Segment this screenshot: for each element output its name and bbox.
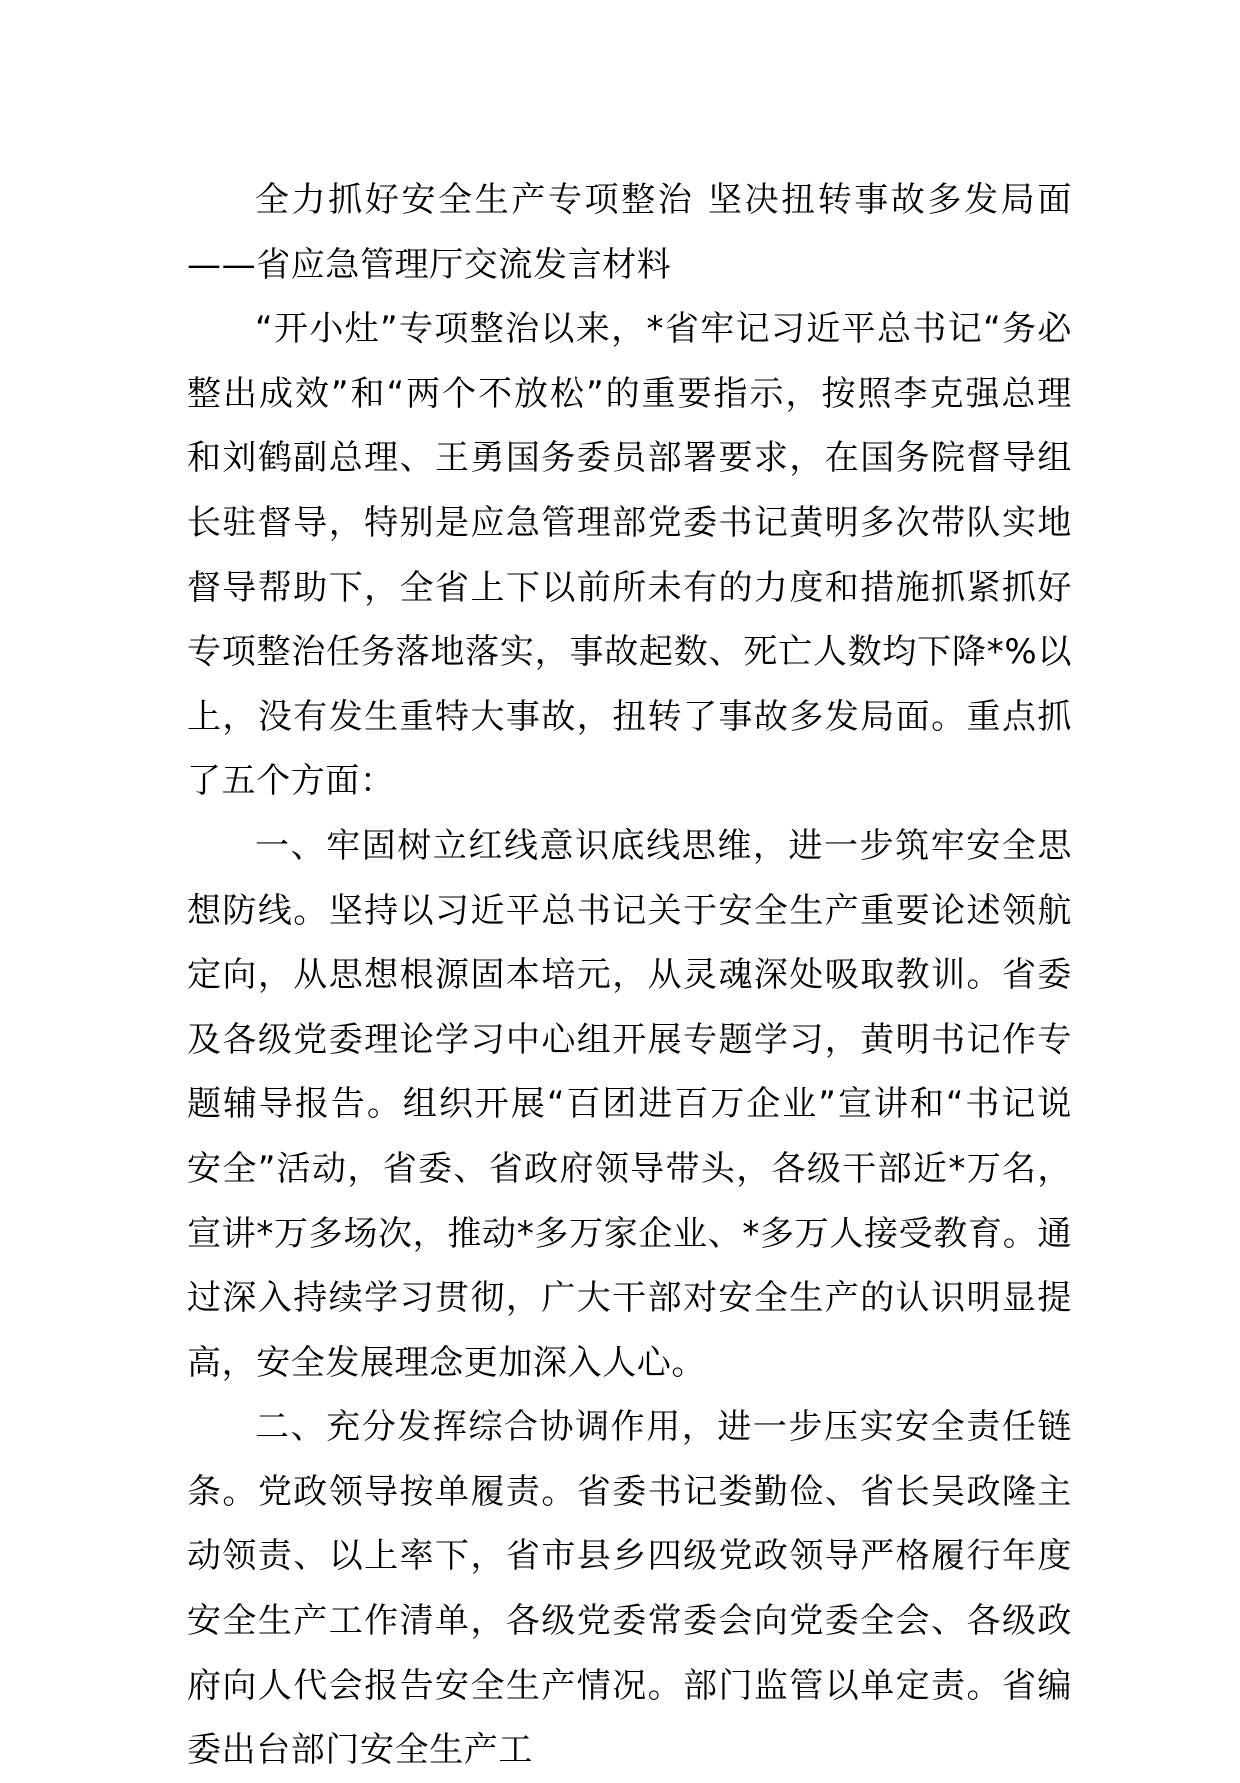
document-body [187, 168, 1072, 1783]
paragraph-intro: “开小灶”专项整治以来，*省牢记习近平总书记“务必整出成效”和“两个不放松”的重要指示，按照李克强总理和刘鹤副总理、王勇国务委员部署要求，在国务院督导组长驻督导，特别是应急管理部党委书记黄明多次带队实地督导帮助下，全省上下以前所未有的力度和措施抓紧抓好专项整治任务落地落实，事故起数、死亡人数均下降*%以上，没有发生重特大事故，扭转了事故多发局面。重点抓了五个方面： [187, 309, 1072, 802]
paragraph-section-two: 二、充分发挥综合协调作用，进一步压实安全责任链条。党政领导按单履责。省委书记娄勤俭、省长吴政隆主动领责、以上率下，省市县乡四级党政领导严格履行年度安全生产工作清单，各级党委常委会向党委全会、各级政府向人代会报告安全生产情况。部门监管以单定责。省编委出台部门安全生产工 [187, 1407, 1072, 1771]
paragraph-section-one: 一、牢固树立红线意识底线思维，进一步筑牢安全思想防线。坚持以习近平总书记关于安全生产重要论述领航定向，从思想根源固本培元，从灵魂深处吸取教训。省委及各级党委理论学习中心组开展专题学习，黄明书记作专题辅导报告。组织开展“百团进百万企业”宣讲和“书记说安全”活动，省委、省政府领导带头，各级干部近*万名，宣讲*万多场次，推动*多万家企业、*多万人接受教育。通过深入持续学习贯彻，广大干部对安全生产的认识明显提高，安全发展理念更加深入人心。 [187, 825, 1072, 1383]
document-title: 全力抓好安全生产专项整治 坚决扭转事故多发局面——省应急管理厅交流发言材料 [187, 180, 1072, 285]
